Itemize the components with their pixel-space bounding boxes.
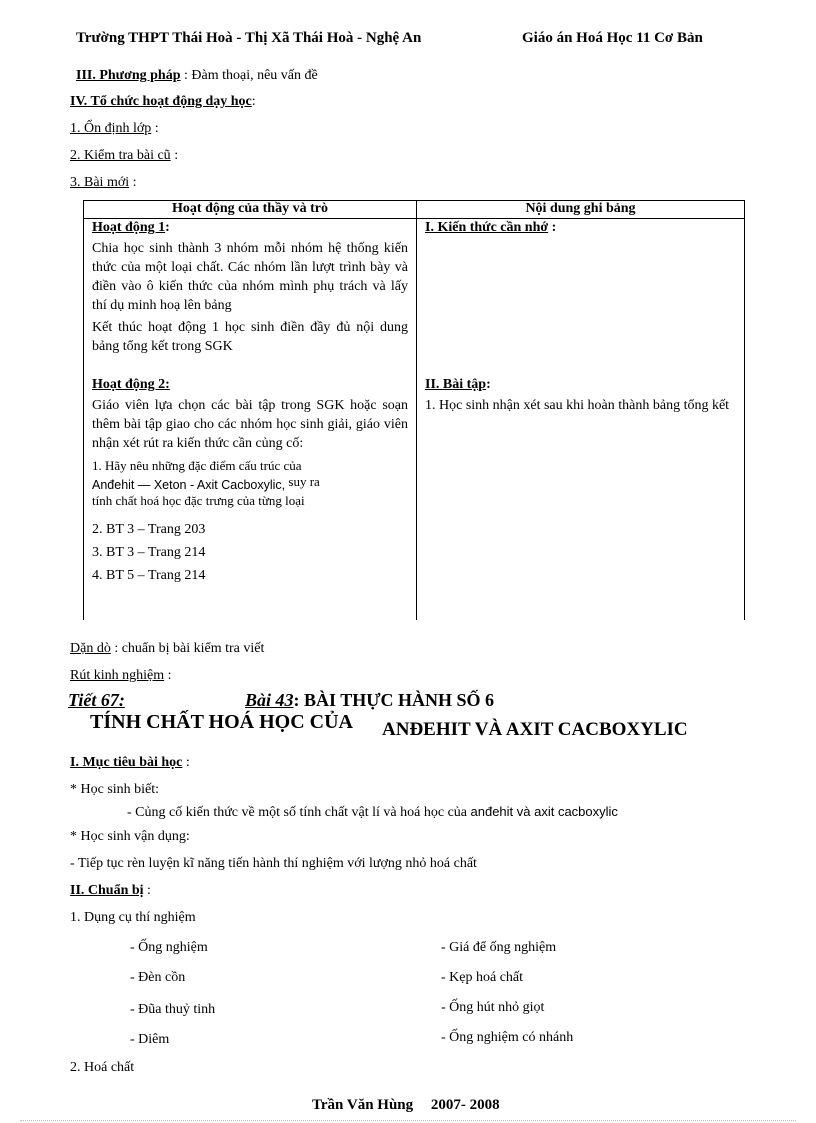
lesson-number-text: Tiết 67: [68, 690, 125, 710]
method-label: III. Phương pháp [76, 68, 181, 83]
question-1-line-1: 1. Hãy nêu những đặc điểm cấu trúc của [92, 458, 302, 473]
organization-colon: : [251, 94, 256, 109]
objective-know: * Học sinh biết: [70, 782, 160, 797]
lesson-title-1-text: : BÀI THỰC HÀNH SỐ 6 [293, 690, 495, 710]
exercise-cell [417, 376, 745, 620]
lesson-bai: Bài 43 [245, 690, 294, 710]
tool-item: - Giá để ống nghiệm [441, 940, 557, 955]
chemicals-title: 2. Hoá chất [70, 1060, 135, 1075]
lesson-number [68, 690, 125, 711]
tool-item: - Ống nghiệm có nhánh [441, 1030, 574, 1045]
question-1-suffix: suy ra [288, 474, 320, 489]
objective-know-item [127, 804, 618, 821]
activity-1-title-text: Hoạt động 1 [92, 220, 166, 235]
exercise-item: 3. BT 3 – Trang 214 [92, 545, 206, 560]
table-header-row [84, 201, 745, 219]
organization-heading [70, 94, 256, 110]
step-3 [70, 175, 137, 191]
objective-know-item-text: - Củng cố kiến thức về một số tính chất vật lí và hoá học của [127, 805, 467, 820]
review-text: : [167, 668, 172, 683]
tools-title: 1. Dụng cụ thí nghiệm [70, 910, 196, 925]
objectives-colon: : [185, 755, 190, 770]
footer [312, 1097, 500, 1114]
step-3-label: 3. Bài mới [70, 175, 130, 190]
review-label: Rút kinh nghiệm [70, 668, 165, 683]
table-row-activity-2 [84, 376, 745, 620]
question-1-compounds: Anđehit — Xeton - Axit Cacboxylic, [92, 478, 286, 492]
activity-1-para-2: Kết thúc hoạt động 1 học sinh điền đầy đủ nội dung bảng tổng kết trong SGK [92, 320, 408, 354]
homework-line [70, 641, 264, 657]
homework-label: Dặn dò [70, 641, 111, 656]
objectives-label: I. Mục tiêu bài học [70, 755, 183, 770]
step-3-suffix: : [132, 175, 137, 190]
step-1-suffix: : [154, 121, 159, 136]
tool-item: - Kẹp hoá chất [441, 970, 524, 985]
method-text: : Đàm thoại, nêu vấn đề [183, 68, 318, 83]
col-board-content: Nội dung ghi bảng [417, 201, 745, 219]
activity-2-cell [84, 376, 417, 620]
activity-1-para-1: Chia học sinh thành 3 nhóm mỗi nhóm hệ thống kiến thức của một loại chất. Các nhóm lần lượt trình bày và điền vào ô kiến thức của nhóm mình phụ trách và lấy thí dụ minh hoạ lên bảng [92, 241, 408, 313]
tool-item: - Ống hút nhỏ giọt [441, 1000, 545, 1015]
col-teacher-student: Hoạt động của thầy và trò [84, 201, 417, 219]
lesson-table [83, 200, 745, 620]
exercise-text: 1. Học sinh nhận xét sau khi hoàn thành bảng tổng kết [425, 398, 730, 413]
step-1 [70, 121, 159, 137]
question-1 [92, 456, 408, 510]
prep-heading [70, 883, 151, 899]
objective-apply: * Học sinh vận dụng: [70, 829, 190, 844]
step-2-suffix: : [174, 148, 179, 163]
table-row-activity-1 [84, 219, 745, 377]
activity-2-title: Hoạt động 2: [92, 377, 170, 392]
organization-label: IV. Tổ chức hoạt động dạy học [70, 94, 252, 109]
tool-item: - Đũa thuỷ tinh [130, 1002, 216, 1017]
question-1-line-3: tính chất hoá học đặc trưng của từng loại [92, 493, 305, 508]
tool-item: - Diêm [130, 1032, 170, 1047]
exercise-title: II. Bài tập: [425, 377, 491, 392]
knowledge-title: I. Kiến thức cần nhớ : [425, 220, 557, 235]
homework-text: : chuẩn bị bài kiểm tra viết [114, 641, 265, 656]
method-line [76, 68, 318, 84]
lesson-title-line-1 [245, 690, 494, 711]
tool-item: - Đèn cồn [130, 970, 186, 985]
prep-label: II. Chuẩn bị [70, 883, 144, 898]
exercise-list [92, 518, 408, 587]
tool-item: - Ống nghiệm [130, 940, 208, 955]
lesson-title-line-2a: TÍNH CHẤT HOÁ HỌC CỦA [90, 711, 353, 733]
page-bottom-divider [20, 1120, 796, 1121]
footer-year: 2007- 2008 [430, 1097, 500, 1113]
objective-apply-item: - Tiếp tục rèn luyện kĩ năng tiến hành thí nghiệm với lượng nhỏ hoá chất [70, 856, 477, 871]
school-header: Trường THPT Thái Hoà - Thị Xã Thái Hoà - Nghệ An [76, 30, 422, 46]
step-1-label: 1. Ổn định lớp [70, 121, 152, 136]
exercise-item: 2. BT 3 – Trang 203 [92, 522, 206, 537]
step-2-label: 2. Kiểm tra bài cũ [70, 148, 171, 163]
exercise-item: 4. BT 5 – Trang 214 [92, 568, 206, 583]
activity-2-para-1: Giáo viên lựa chọn các bài tập trong SGK hoặc soạn thêm bài tập giao cho các nhóm học sinh giải, giáo viên nhận xét rút ra kiến thức cần củng cố: [92, 398, 408, 451]
prep-colon: : [147, 883, 151, 898]
subject-header: Giáo án Hoá Học 11 Cơ Bản [522, 30, 703, 46]
activity-1-cell [84, 219, 417, 377]
activity-1-title: Hoạt động 1: [92, 220, 170, 235]
objective-know-item-compounds: anđehit và axit cacboxylic [470, 804, 618, 819]
objectives-heading [70, 755, 190, 771]
review-line [70, 668, 172, 684]
knowledge-title-text: I. Kiến thức cần nhớ [425, 220, 549, 235]
lesson-title-line-2b: ANĐEHIT VÀ AXIT CACBOXYLIC [382, 719, 688, 740]
step-2 [70, 148, 178, 164]
exercise-title-text: II. Bài tập [425, 377, 487, 392]
knowledge-cell [417, 219, 745, 377]
footer-author: Trần Văn Hùng [312, 1097, 414, 1113]
